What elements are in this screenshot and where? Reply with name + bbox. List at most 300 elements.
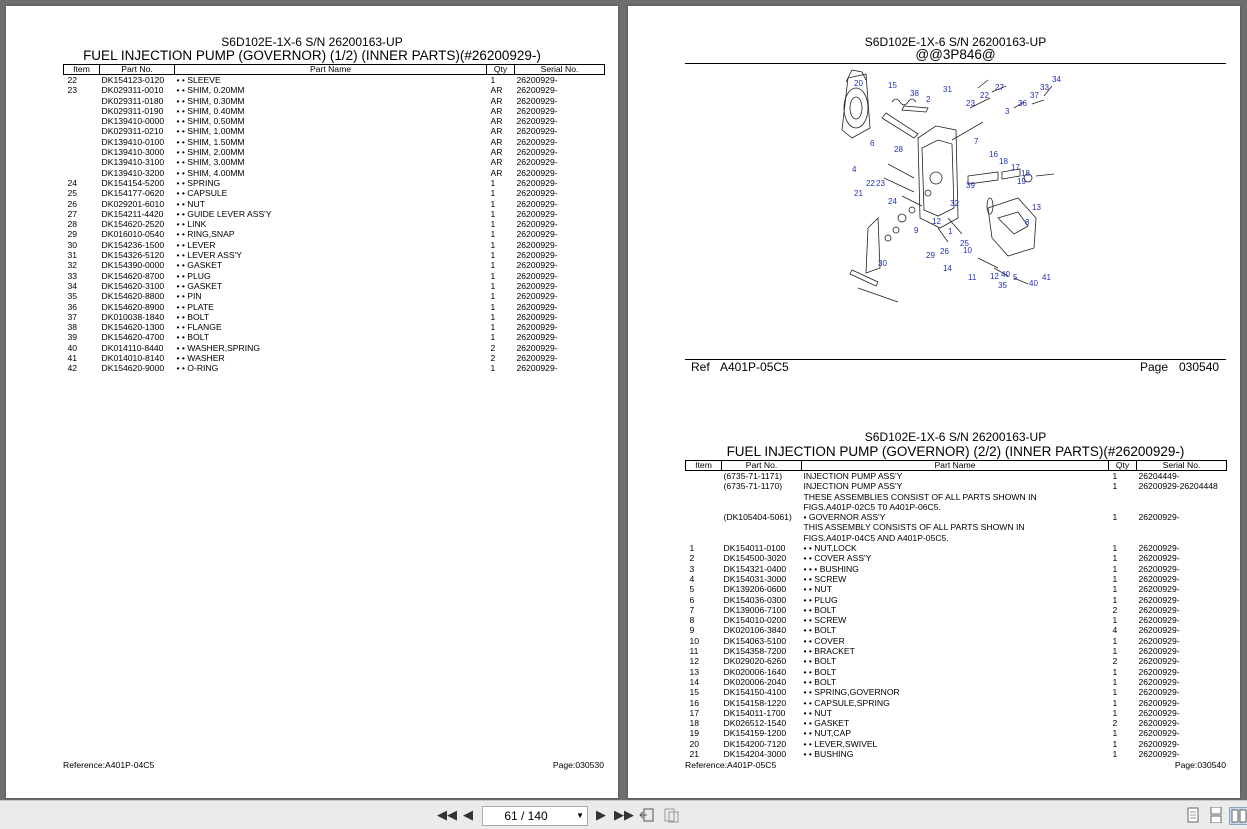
table-row <box>686 492 1227 502</box>
part-no-cell <box>722 492 802 502</box>
item-cell: 23 <box>67 85 78 96</box>
serial-cell: 26200929- <box>516 167 558 178</box>
callout-number: 12 <box>932 217 941 226</box>
page-title-2: FUEL INJECTION PUMP (GOVERNOR) (2/2) (INNER PARTS)(#26200929-) <box>726 444 1185 459</box>
serial-cell: 26204449- <box>1138 471 1180 481</box>
callout-number: 33 <box>1040 83 1049 92</box>
part-name-cell: • • BOLT <box>803 666 837 677</box>
reference-label-2: Reference:A401P-05C5 <box>685 760 777 770</box>
item-cell <box>64 157 100 167</box>
qty-cell: 1 <box>1112 584 1118 595</box>
callout-number: 20 <box>854 79 863 88</box>
table-row <box>64 353 605 363</box>
column-header: Qty <box>487 65 515 75</box>
first-page-icon[interactable]: ◀◀ <box>437 807 457 822</box>
serial-cell <box>1137 492 1227 502</box>
item-cell <box>64 106 100 116</box>
part-name-cell: • • SHIM, 0.30MM <box>176 95 245 106</box>
part-no-cell: DK154200-7120 <box>723 738 787 749</box>
table-row <box>64 363 605 373</box>
table-row <box>686 687 1227 697</box>
qty-cell: 1 <box>1112 687 1118 698</box>
part-no-cell: DK014110-8440 <box>101 342 164 353</box>
qty-cell: 2 <box>1112 718 1118 729</box>
part-no-cell <box>722 522 802 532</box>
qty-cell: 1 <box>490 250 496 261</box>
serial-cell: 26200929- <box>516 311 558 322</box>
prev-page-icon[interactable]: ◀ <box>463 807 473 822</box>
qty-cell: 1 <box>1112 749 1118 760</box>
item-cell: 29 <box>67 229 78 240</box>
item-cell <box>686 522 722 532</box>
part-no-cell: DK154620-8900 <box>101 301 165 312</box>
page-number-label-2: Page:030540 <box>1174 760 1226 770</box>
part-name-cell: • • SPRING <box>176 177 221 188</box>
table-row <box>686 739 1227 749</box>
item-cell: 8 <box>689 615 695 626</box>
item-cell <box>686 533 722 543</box>
part-name-cell: • • LINK <box>176 219 207 230</box>
table-row <box>686 584 1227 594</box>
qty-cell: AR <box>490 95 503 106</box>
qty-cell: 1 <box>1112 646 1118 657</box>
callout-number: 36 <box>1018 99 1027 108</box>
part-name-cell: • • GASKET <box>176 260 223 271</box>
serial-cell: 26200929- <box>516 75 558 85</box>
item-cell: 24 <box>67 177 78 188</box>
callout-number: 17 <box>1011 163 1020 172</box>
serial-cell: 26200929- <box>516 332 558 343</box>
serial-cell: 26200929- <box>516 239 558 250</box>
column-header: Item <box>64 65 100 75</box>
item-cell: 31 <box>67 250 78 261</box>
qty-cell: AR <box>490 167 503 178</box>
item-cell <box>64 137 100 147</box>
item-cell: 7 <box>689 604 695 615</box>
callout-number: 21 <box>854 189 863 198</box>
callout-number: 39 <box>966 181 975 190</box>
part-name-cell: • • PLUG <box>176 270 211 281</box>
callout-number: 5 <box>1013 273 1018 282</box>
qty-cell: 4 <box>1112 625 1118 636</box>
serial-cell: 26200929- <box>1138 728 1180 739</box>
item-cell: 2 <box>689 553 695 564</box>
part-no-cell: DK154500-3020 <box>723 553 787 564</box>
callout-number: 22 <box>866 179 875 188</box>
part-no-cell: DK154150-4100 <box>723 687 787 698</box>
continuous-view-icon[interactable] <box>1207 807 1225 823</box>
part-no-cell: DK029311-0210 <box>101 126 164 137</box>
parts-table <box>63 64 605 374</box>
part-no-cell: DK154236-1500 <box>101 239 165 250</box>
serial-cell: 26200929- <box>516 105 558 116</box>
qty-cell: 1 <box>490 280 496 291</box>
forward-icon[interactable] <box>662 807 680 823</box>
table-row <box>64 106 605 116</box>
serial-cell: 26200929- <box>516 301 558 312</box>
table-row <box>64 240 605 250</box>
table-row <box>686 481 1227 491</box>
qty-cell: 1 <box>1112 594 1118 605</box>
part-name-cell: • • BRACKET <box>803 646 855 657</box>
part-name-cell: • • BOLT <box>176 311 210 322</box>
table-row <box>686 677 1227 687</box>
table-row <box>686 512 1227 522</box>
part-name-cell: • • WASHER,SPRING <box>176 342 261 353</box>
callout-number: 12 <box>990 272 999 281</box>
part-name-cell: • • SHIM, 0.20MM <box>176 85 245 96</box>
serial-cell: 26200929- <box>1138 738 1180 749</box>
part-name-cell: • • NUT <box>803 707 832 718</box>
dropdown-icon[interactable]: ▼ <box>576 811 584 820</box>
part-no-cell: DK026512-1540 <box>723 718 787 729</box>
qty-cell: 1 <box>1112 697 1118 708</box>
item-cell: 36 <box>67 301 78 312</box>
qty-cell: 1 <box>490 75 496 85</box>
qty-cell: 1 <box>1112 543 1118 554</box>
part-no-cell: DK029311-0010 <box>101 85 164 96</box>
part-no-cell <box>722 533 802 543</box>
part-no-cell: DK154036-0300 <box>723 594 787 605</box>
part-name-cell: • • SHIM, 1.50MM <box>176 136 245 147</box>
item-cell: 10 <box>689 635 700 646</box>
serial-cell: 26200929- <box>1138 543 1180 554</box>
qty-cell: 1 <box>1112 738 1118 749</box>
part-no-cell: DK154620-3100 <box>101 280 165 291</box>
table-row <box>686 522 1227 532</box>
parts-table-2 <box>685 460 1227 759</box>
part-name-cell: THESE ASSEMBLIES CONSIST OF ALL PARTS SHOWN IN <box>803 491 1037 502</box>
item-cell: 1 <box>689 543 695 554</box>
callout-number: 6 <box>870 139 875 148</box>
serial-cell: 26200929- <box>516 198 558 209</box>
item-cell: 37 <box>67 311 78 322</box>
part-name-cell: • • BOLT <box>803 656 837 667</box>
callout-number: 30 <box>878 259 887 268</box>
item-cell: 16 <box>689 697 700 708</box>
serial-cell: 26200929- <box>516 85 558 96</box>
serial-cell: 26200929- <box>1138 676 1180 687</box>
item-cell: 11 <box>689 646 699 657</box>
next-page-icon[interactable]: ▶ <box>596 807 606 822</box>
part-name-cell: FIGS.A401P-04C5 AND A401P-05C5. <box>803 532 949 543</box>
qty-cell: 1 <box>1112 615 1118 626</box>
part-no-cell: DK154011-0100 <box>723 543 786 554</box>
item-cell: 5 <box>689 584 695 595</box>
serial-cell: 26200929- <box>1138 666 1180 677</box>
part-name-cell: • • NUT,LOCK <box>803 543 857 554</box>
item-cell: 25 <box>67 188 78 199</box>
item-cell: 42 <box>67 363 78 374</box>
serial-cell: 26200929- <box>1138 604 1180 615</box>
item-cell <box>64 96 100 106</box>
qty-cell: 1 <box>1112 512 1118 523</box>
part-no-cell: DK139410-3100 <box>101 157 165 168</box>
qty-cell: AR <box>490 126 503 137</box>
table-row <box>686 625 1227 635</box>
qty-cell <box>1109 502 1137 512</box>
serial-cell: 26200929- <box>1138 625 1180 636</box>
table-row <box>64 281 605 291</box>
part-no-cell: DK154620-8800 <box>101 291 165 302</box>
serial-cell: 26200929- <box>516 126 558 137</box>
item-cell: 9 <box>689 625 695 636</box>
part-no-cell: DK020106-3840 <box>723 625 787 636</box>
reference-label: Reference:A401P-04C5 <box>63 760 155 770</box>
single-page-view-icon[interactable] <box>1184 807 1202 823</box>
part-no-cell: DK154358-7200 <box>723 646 787 657</box>
part-no-cell: DK154031-3000 <box>723 573 787 584</box>
part-name-cell: • • SCREW <box>803 573 847 584</box>
item-cell: 14 <box>689 676 700 687</box>
serial-cell: 26200929- <box>1138 635 1180 646</box>
part-no-cell: DK154620-1300 <box>101 322 165 333</box>
table-row <box>686 646 1227 656</box>
item-cell <box>64 168 100 178</box>
item-cell: 35 <box>67 291 78 302</box>
callout-number: 15 <box>888 81 897 90</box>
part-no-cell: (DK105404-5061) <box>723 512 792 523</box>
part-name-cell: • • SHIM, 3.00MM <box>176 157 245 168</box>
part-name-cell: • • CAPSULE <box>176 188 228 199</box>
table-row <box>686 471 1227 482</box>
part-no-cell <box>722 502 802 512</box>
page-number-input[interactable] <box>482 806 588 826</box>
item-cell: 12 <box>689 656 700 667</box>
table-row <box>686 698 1227 708</box>
qty-cell: 1 <box>1112 481 1118 492</box>
serial-cell: 26200929- <box>1138 687 1180 698</box>
part-name-cell: • • LEVER,SWIVEL <box>803 738 878 749</box>
column-header: Serial No. <box>1137 461 1227 471</box>
table-row <box>64 260 605 270</box>
qty-cell: 1 <box>490 198 496 209</box>
part-no-cell: DK020006-2040 <box>723 676 787 687</box>
serial-cell: 26200929- <box>516 280 558 291</box>
item-cell: 41 <box>67 353 78 364</box>
qty-cell: 2 <box>490 342 496 353</box>
callout-number: 1 <box>948 227 953 236</box>
table-row <box>686 718 1227 728</box>
callout-number: 38 <box>910 89 919 98</box>
callout-number: 19 <box>1017 177 1026 186</box>
item-cell <box>686 471 722 482</box>
part-name-cell: • • SLEEVE <box>176 75 221 85</box>
table-row <box>686 533 1227 543</box>
part-no-cell: DK154326-5120 <box>101 250 165 261</box>
part-no-cell: (6735-71-1170) <box>723 481 783 492</box>
table-row <box>686 595 1227 605</box>
qty-cell: 1 <box>1112 573 1118 584</box>
table-row <box>64 322 605 332</box>
page-title: FUEL INJECTION PUMP (GOVERNOR) (1/2) (INNER PARTS)(#26200929-) <box>83 48 541 63</box>
serial-cell: 26200929- <box>1138 749 1180 760</box>
ref-label: Ref <box>691 360 710 374</box>
callout-number: 3 <box>1005 107 1010 116</box>
qty-cell: 1 <box>490 291 496 302</box>
table-row <box>64 188 605 198</box>
callout-number: 27 <box>995 83 1004 92</box>
table-row <box>64 126 605 136</box>
qty-cell: 1 <box>490 363 496 374</box>
table-row <box>64 302 605 312</box>
part-name-cell: • • SHIM, 4.00MM <box>176 167 245 178</box>
serial-cell: 26200929- <box>1138 584 1180 595</box>
part-name-cell: • • BOLT <box>176 332 210 343</box>
part-no-cell: DK029311-0180 <box>101 95 164 106</box>
qty-cell: 1 <box>490 229 496 240</box>
serial-cell: 26200929- <box>516 363 558 374</box>
callout-number: 31 <box>943 85 952 94</box>
part-name-cell: INJECTION PUMP ASS'Y <box>803 471 903 481</box>
table-row <box>64 168 605 178</box>
part-no-cell: DK139206-0600 <box>723 584 787 595</box>
model-heading: S6D102E-1X-6 S/N 26200163-UP <box>221 35 403 49</box>
left-document-page <box>6 6 618 798</box>
callout-number: 40 <box>1001 270 1010 279</box>
serial-cell: 26200929- <box>1138 563 1180 574</box>
table-row <box>64 96 605 106</box>
part-name-cell: • • SHIM, 2.00MM <box>176 147 245 158</box>
callout-number: 14 <box>943 264 952 273</box>
callout-number: 22 <box>980 91 989 100</box>
part-name-cell: • • O-RING <box>176 363 219 374</box>
part-no-cell: DK154204-3000 <box>723 749 787 760</box>
two-page-view-icon[interactable] <box>1229 807 1247 825</box>
column-header: Part No. <box>100 65 175 75</box>
part-no-cell: DK154154-5200 <box>101 177 165 188</box>
callout-number: 29 <box>926 251 935 260</box>
table-row <box>686 749 1227 759</box>
qty-cell: AR <box>490 105 503 116</box>
callout-number: 18 <box>1021 169 1030 178</box>
qty-cell: 2 <box>1112 656 1118 667</box>
item-cell: 19 <box>689 728 700 739</box>
table-row <box>686 553 1227 563</box>
table-row <box>64 137 605 147</box>
serial-cell: 26200929- <box>1138 707 1180 718</box>
serial-cell: 26200929- <box>516 270 558 281</box>
part-no-cell: DK020006-1640 <box>723 666 787 677</box>
part-name-cell: • • GUIDE LEVER ASS'Y <box>176 208 272 219</box>
callout-number: 28 <box>894 145 903 154</box>
serial-cell: 26200929- <box>516 208 558 219</box>
part-name-cell: • • PLATE <box>176 301 214 312</box>
item-cell: 6 <box>689 594 695 605</box>
qty-cell: 1 <box>490 311 496 322</box>
serial-cell <box>1137 502 1227 512</box>
item-cell: 22 <box>67 75 78 85</box>
qty-cell: 1 <box>490 239 496 250</box>
table-row <box>686 728 1227 738</box>
callout-number: 40 <box>1029 279 1038 288</box>
callout-number: 37 <box>1030 91 1039 100</box>
callout-number: 4 <box>852 165 857 174</box>
item-cell <box>686 481 722 491</box>
item-cell: 30 <box>67 239 78 250</box>
callout-number: 9 <box>914 226 919 235</box>
qty-cell: AR <box>490 147 503 158</box>
table-row <box>64 85 605 95</box>
serial-cell: 26200929- <box>1138 553 1180 564</box>
part-name-cell: • • NUT <box>176 198 205 209</box>
part-no-cell: DK154159-1200 <box>723 728 787 739</box>
qty-cell: 1 <box>1112 471 1118 481</box>
part-no-cell: DK154620-9000 <box>101 363 165 374</box>
serial-cell: 26200929- <box>1138 615 1180 626</box>
part-no-cell: DK154211-4420 <box>101 208 164 219</box>
qty-cell: AR <box>490 157 503 168</box>
qty-cell: 1 <box>490 301 496 312</box>
callout-number: 16 <box>989 150 998 159</box>
callout-number: 11 <box>968 273 977 282</box>
part-no-cell: DK139410-0100 <box>101 136 165 147</box>
part-no-cell: DK154620-8700 <box>101 270 165 281</box>
last-page-icon[interactable]: ▶▶ <box>614 807 634 822</box>
part-name-cell: • • CAPSULE,SPRING <box>803 697 890 708</box>
serial-cell: 26200929- <box>516 229 558 240</box>
column-header: Item <box>686 461 722 471</box>
part-no-cell: DK154123-0120 <box>101 75 165 85</box>
item-cell: 3 <box>689 563 695 574</box>
callout-number: 25 <box>960 239 969 248</box>
part-no-cell: DK154011-1700 <box>723 707 786 718</box>
table-row <box>686 708 1227 718</box>
part-no-cell: DK154158-1220 <box>723 697 787 708</box>
serial-cell: 26200929- <box>516 260 558 271</box>
table-row <box>686 543 1227 553</box>
item-cell: 21 <box>689 749 700 760</box>
table-row <box>686 564 1227 574</box>
part-name-cell: • • SHIM, 0.40MM <box>176 105 245 116</box>
column-header: Qty <box>1109 461 1137 471</box>
callout-number: 8 <box>1025 218 1030 227</box>
table-row <box>64 332 605 342</box>
back-icon[interactable] <box>638 807 656 823</box>
part-name-cell: • • GASKET <box>803 718 850 729</box>
callout-number: 10 <box>963 246 972 255</box>
qty-cell: 1 <box>490 177 496 188</box>
serial-cell: 26200929- <box>1138 697 1180 708</box>
serial-cell <box>1137 522 1227 532</box>
qty-cell: 1 <box>1112 553 1118 564</box>
part-name-cell: FIGS.A401P-02C5 T0 A401P-06C5. <box>803 501 941 512</box>
serial-cell: 26200929- <box>516 177 558 188</box>
table-row <box>64 291 605 301</box>
qty-cell: 1 <box>490 219 496 230</box>
table-row <box>686 615 1227 625</box>
serial-cell: 26200929- <box>1138 646 1180 657</box>
table-row <box>64 75 605 86</box>
diagram-model-heading: S6D102E-1X-6 S/N 26200163-UP <box>864 35 1047 49</box>
part-name-cell: • • GASKET <box>176 280 223 291</box>
item-cell: 32 <box>67 260 78 271</box>
qty-cell: 1 <box>1112 635 1118 646</box>
serial-cell: 26200929- <box>516 147 558 158</box>
table-row <box>686 574 1227 584</box>
column-header: Serial No. <box>515 65 605 75</box>
qty-cell: 1 <box>490 208 496 219</box>
part-no-cell: DK014010-8140 <box>101 353 165 364</box>
part-name-cell: • • SPRING,GOVERNOR <box>803 687 900 698</box>
diagram-top-rule <box>685 63 1226 64</box>
serial-cell: 26200929-26204448 <box>1138 481 1218 492</box>
page-number-label: Page:030530 <box>552 760 604 770</box>
qty-cell: 1 <box>490 322 496 333</box>
item-cell: 28 <box>67 219 78 230</box>
part-name-cell: • • BOLT <box>803 625 837 636</box>
part-no-cell: DK016010-0540 <box>101 229 165 240</box>
